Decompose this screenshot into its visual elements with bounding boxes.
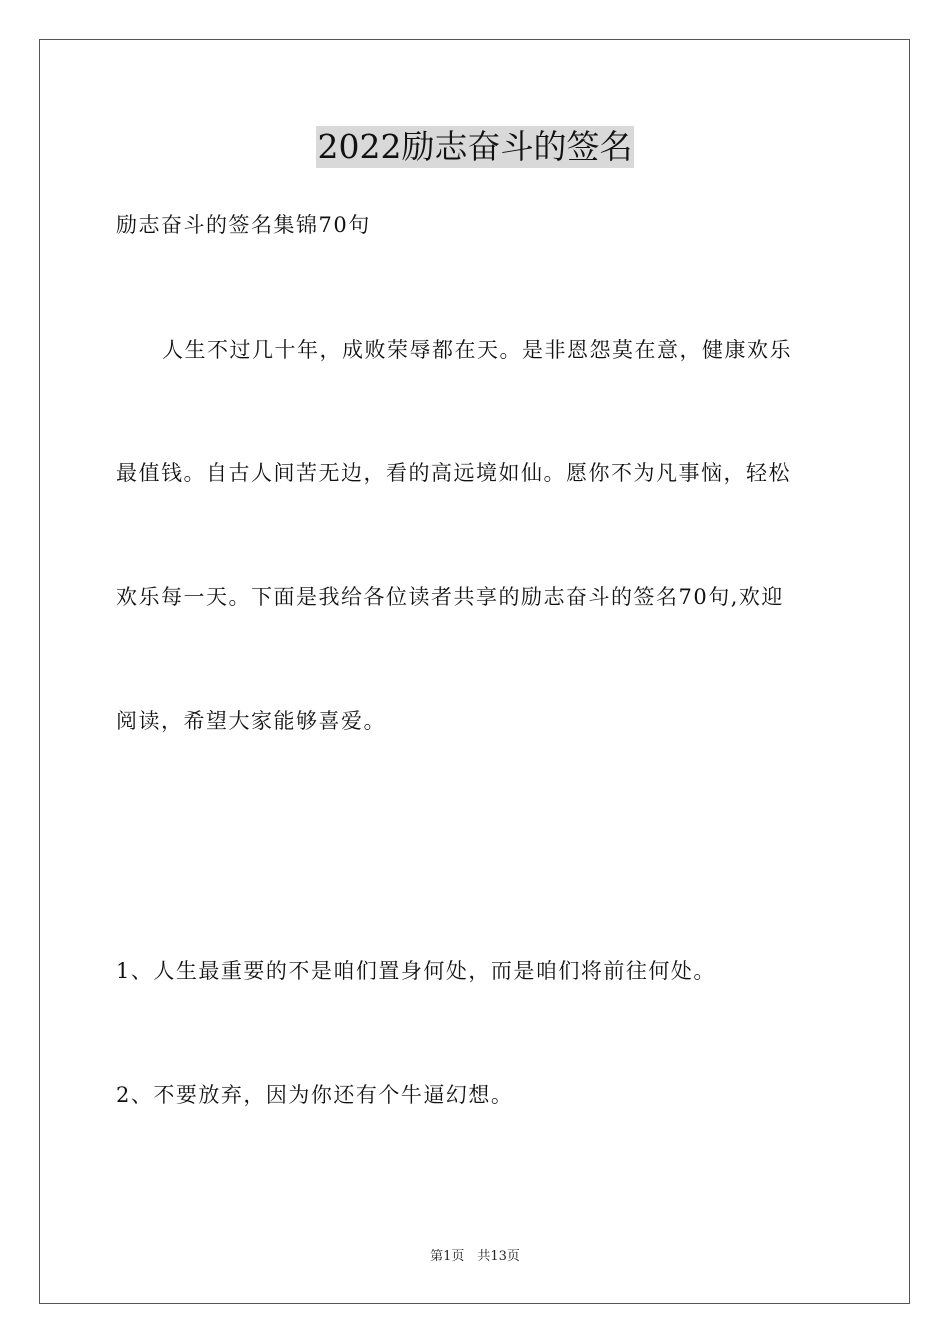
intro-line-4: 阅读，希望大家能够喜爱。 (116, 709, 386, 733)
page-footer: 第1页 共13页 (430, 1249, 520, 1264)
intro-line-1: 人生不过几十年，成败荣辱都在天。是非恩怨莫在意，健康欢乐 (162, 338, 792, 362)
document-subtitle: 励志奋斗的签名集锦70句 (116, 213, 371, 237)
intro-line-3: 欢乐每一天。下面是我给各位读者共享的励志奋斗的签名70句,欢迎 (116, 585, 784, 609)
list-item-2: 2、不要放弃，因为你还有个牛逼幻想。 (116, 1083, 514, 1107)
list-item-1: 1、人生最重要的不是咱们置身何处，而是咱们将前往何处。 (116, 959, 716, 983)
intro-line-2: 最值钱。自古人间苦无边，看的高远境如仙。愿你不为凡事恼，轻松 (116, 461, 791, 485)
document-title: 2022励志奋斗的签名 (317, 127, 633, 166)
title-container (0, 126, 950, 168)
